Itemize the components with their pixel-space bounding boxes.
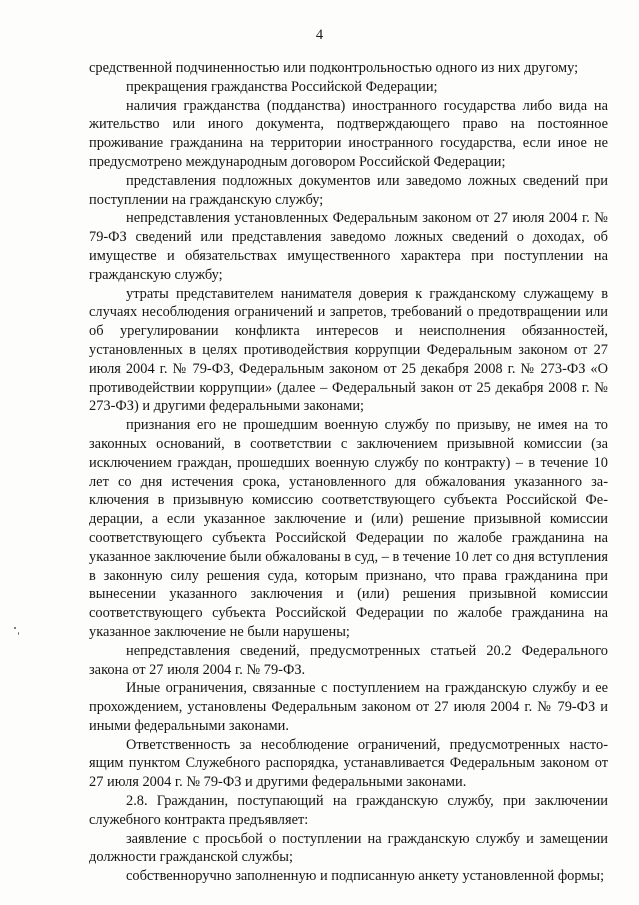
paragraph: собственноручно заполненную и подписанную анкету установленной формы;: [126, 868, 605, 885]
paragraph: 2.8. Гражданин, поступающий на гражданскую службу, при заключении служебного контракта предъявляет:: [89, 793, 608, 828]
paragraph: заявление с просьбой о поступлении на гражданскую службу и замещении должности гражданской службы;: [89, 830, 608, 866]
paragraph: утраты представителем нанимателя доверия к гражданскому служащему в случаях несоблюдения ограничений и запретов, требований о предотвращении или об урегулировании конфликта интересов и неисполнения обязанностей, установленных в целях противодействия коррупции Федеральным законом от 27 июля 2004 г. № 79-ФЗ, Федеральным законом от 25 декабря 2008 г. № 273-ФЗ «О противодействии коррупции» (далее – Федеральный закон от 25 декабря 2008 г. № 273-ФЗ) и другими федеральными законами;: [89, 285, 608, 415]
paragraph: признания его не прошедшим военную службу по призыву, не имея на то законных оснований, в соответствии с заключением призывной комиссии (за исключением граждан, прошедших военную службу по контракту) – в течение 10 лет со дня истечения срока, установленного для обжалования указанного заключения в призывную комиссию соответствующего субъекта Российской Федерации, а если указанное заключение и (или) решение призывной комиссии соответствующего субъекта Российской Федерации по жалобе гражданина на указанное заключение были обжалованы в суд, – в течение 10 лет со дня вступления в законную силу решения суда, которым признано, что права гражданина при вынесении указанного заключения и (или) решения призывной комиссии соответствующего субъекта Российской Федерации по жалобе гражданина на указанное заключение не были нарушены;: [89, 417, 608, 640]
page-number: 4: [315, 27, 324, 43]
paragraph: Иные ограничения, связанные с поступлением на гражданскую службу и ее прохождением, установлены Федеральным законом от 27 июля 2004 г. № 79-ФЗ и иными федеральными законами.: [89, 680, 608, 734]
paragraph: непредставления сведений, предусмотренных статьей 20.2 Федерального закона от 27 июля 2004 г. № 79-ФЗ.: [89, 642, 608, 678]
paragraph: Ответственность за несоблюдение ограничений, предусмотренных настоящим пунктом Служебного распорядка, устанавливается Федеральным законом от 27 июля 2004 г. № 79-ФЗ и другими федеральными законами.: [89, 736, 608, 791]
paragraph: представления подложных документов или заведомо ложных сведений при поступлении на гражданскую службу;: [89, 172, 608, 208]
scan-speck: [14, 627, 16, 629]
scan-speck: [18, 632, 19, 635]
paragraph: непредставления установленных Федеральным законом от 27 июля 2004 г. № 79-ФЗ сведений или представления заведомо ложных сведений о доходах, об имуществе и обязательствах имущественного характера при поступлении на гражданскую службу;: [89, 210, 608, 283]
paragraph: наличия гражданства (подданства) иностранного государства либо вида на жительство или иного документа, подтверждающего право на постоянное проживание гражданина на территории иностранного государства, если иное не предусмотрено международным договором Российской Федерации;: [89, 97, 608, 170]
body-text: [89, 59, 608, 886]
paragraph: средственной подчиненностью или подконтрольностью одного из них другому;: [89, 60, 579, 76]
paragraph: прекращения гражданства Российской Федерации;: [126, 78, 438, 95]
